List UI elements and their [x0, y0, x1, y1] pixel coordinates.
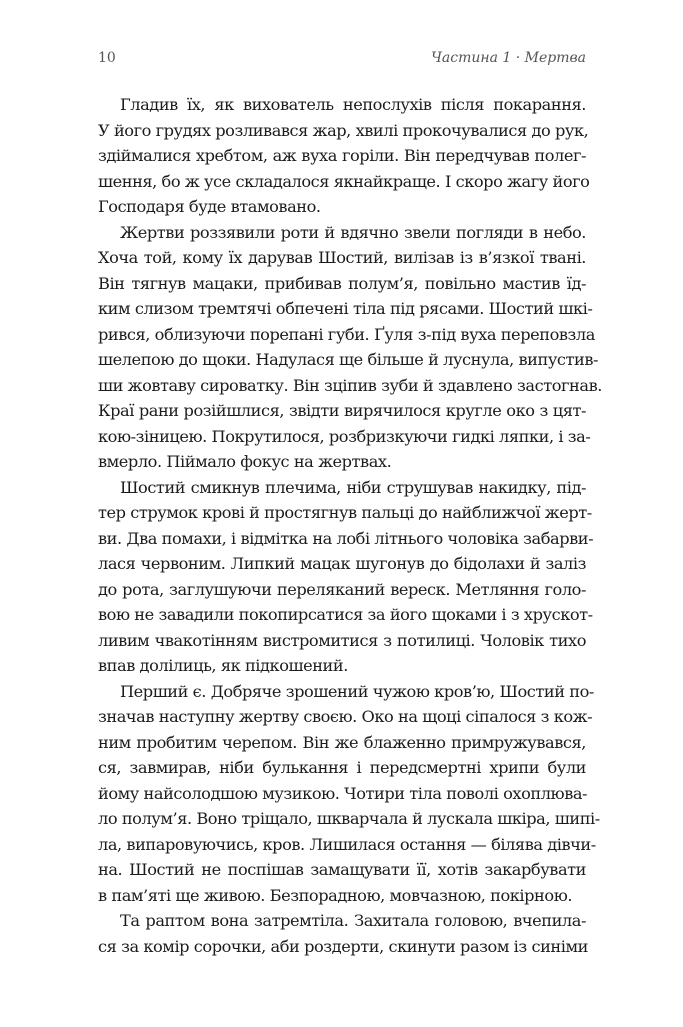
text-line: Перший є. Добряче зрошений чужою кров’ю, Шостий по-	[120, 681, 594, 701]
text-line: ши жовтаву сироватку. Він зціпив зуби й здавлено застогнав.	[98, 375, 602, 395]
text-line: кою-зіницею. Покрутилося, розбризкуючи гидкі ляпки, і за-	[98, 426, 591, 446]
body-text	[98, 92, 602, 959]
text-line: Шостий смикнув плечима, ніби струшував накидку, під-	[120, 477, 586, 497]
text-line: йому найсолодшою музикою. Чотири тіла поволі охоплюва-	[98, 783, 588, 803]
page-header	[98, 50, 586, 72]
text-line: рився, облизуючи порепані губи. Ґуля з-під вуха переповзла	[98, 324, 595, 344]
page-number: 10	[98, 50, 116, 66]
text-line: ло полум’я. Воно тріщало, шкварчала й лускала шкіра, шипі-	[98, 809, 600, 828]
text-line: Хоча той, кому їх дарував Шостий, вилізав із в’язкої твані.	[98, 248, 586, 267]
text-line: ливим чвакотінням вистромитися з потилиці. Чоловік тихо	[98, 630, 586, 650]
text-line: на. Шостий не поспішав замащувати її, хотів закарбувати	[98, 860, 586, 879]
text-line: ви. Два помахи, і відмітка на лобі літнього чоловіка забарви-	[98, 528, 594, 548]
text-line: Та раптом вона затремтіла. Захитала головою, вчепила-	[120, 911, 586, 930]
text-line: ся, завмирав, ніби булькання і передсмертні хрипи були	[98, 758, 586, 777]
running-title: Частина 1 · Мертва	[431, 50, 586, 66]
text-line: лася червоним. Липкий мацак шугонув до бідолахи й заліз	[98, 554, 586, 573]
text-line: впав долілиць, як підкошений.	[98, 656, 348, 675]
text-line: ла, випаровуючись, кров. Лишилася остання — білява дівчи-	[98, 834, 596, 854]
text-line: здіймалися хребтом, аж вуха горіли. Він передчував полег-	[98, 146, 586, 165]
text-line: ним пробитим черепом. Він же блаженно примружувався,	[98, 732, 586, 752]
text-line: вою не завадили покопирсатися за його щоками і з хрускот-	[98, 605, 593, 624]
text-line: вмерло. Піймало фокус на жертвах.	[98, 452, 392, 471]
text-line: ким слизом тремтячі обпечені тіла під рясами. Шостий шкі-	[98, 299, 593, 318]
text-line: значав наступну жертву своєю. Око на щоці сіпалося з кож-	[98, 707, 593, 726]
text-line: в пам’яті ще живою. Безпорадною, мовчазною, покірною.	[98, 885, 573, 905]
text-line: У його грудях розливався жар, хвилі прокочувалися до рук,	[98, 120, 589, 140]
text-line: до рота, заглушуючи переляканий вереск. Метляння голо-	[98, 579, 586, 599]
text-line: Краї рани розійшлися, звідти вирячилося кругле око з цят-	[98, 401, 586, 420]
text-line: шення, бо ж усе складалося якнайкраще. І скоро жагу його	[98, 171, 590, 191]
text-line: Він тягнув мацаки, прибивав полум’я, повільно мастив їд-	[98, 273, 586, 293]
text-line: Господаря буде втамовано.	[98, 197, 321, 216]
text-line: шелепою до щоки. Надулася ще більше й луснула, випустив-	[98, 350, 599, 369]
text-line: Жертви роззявили роти й вдячно звели погляди в небо.	[120, 222, 586, 242]
text-line: ся за комір сорочки, аби роздерти, скинути разом із синіми	[98, 936, 588, 956]
text-line: Гладив їх, як вихователь непослухів після покарання.	[120, 95, 586, 114]
text-line: тер струмок крові й простягнув пальці до найближчої жерт-	[98, 503, 592, 522]
